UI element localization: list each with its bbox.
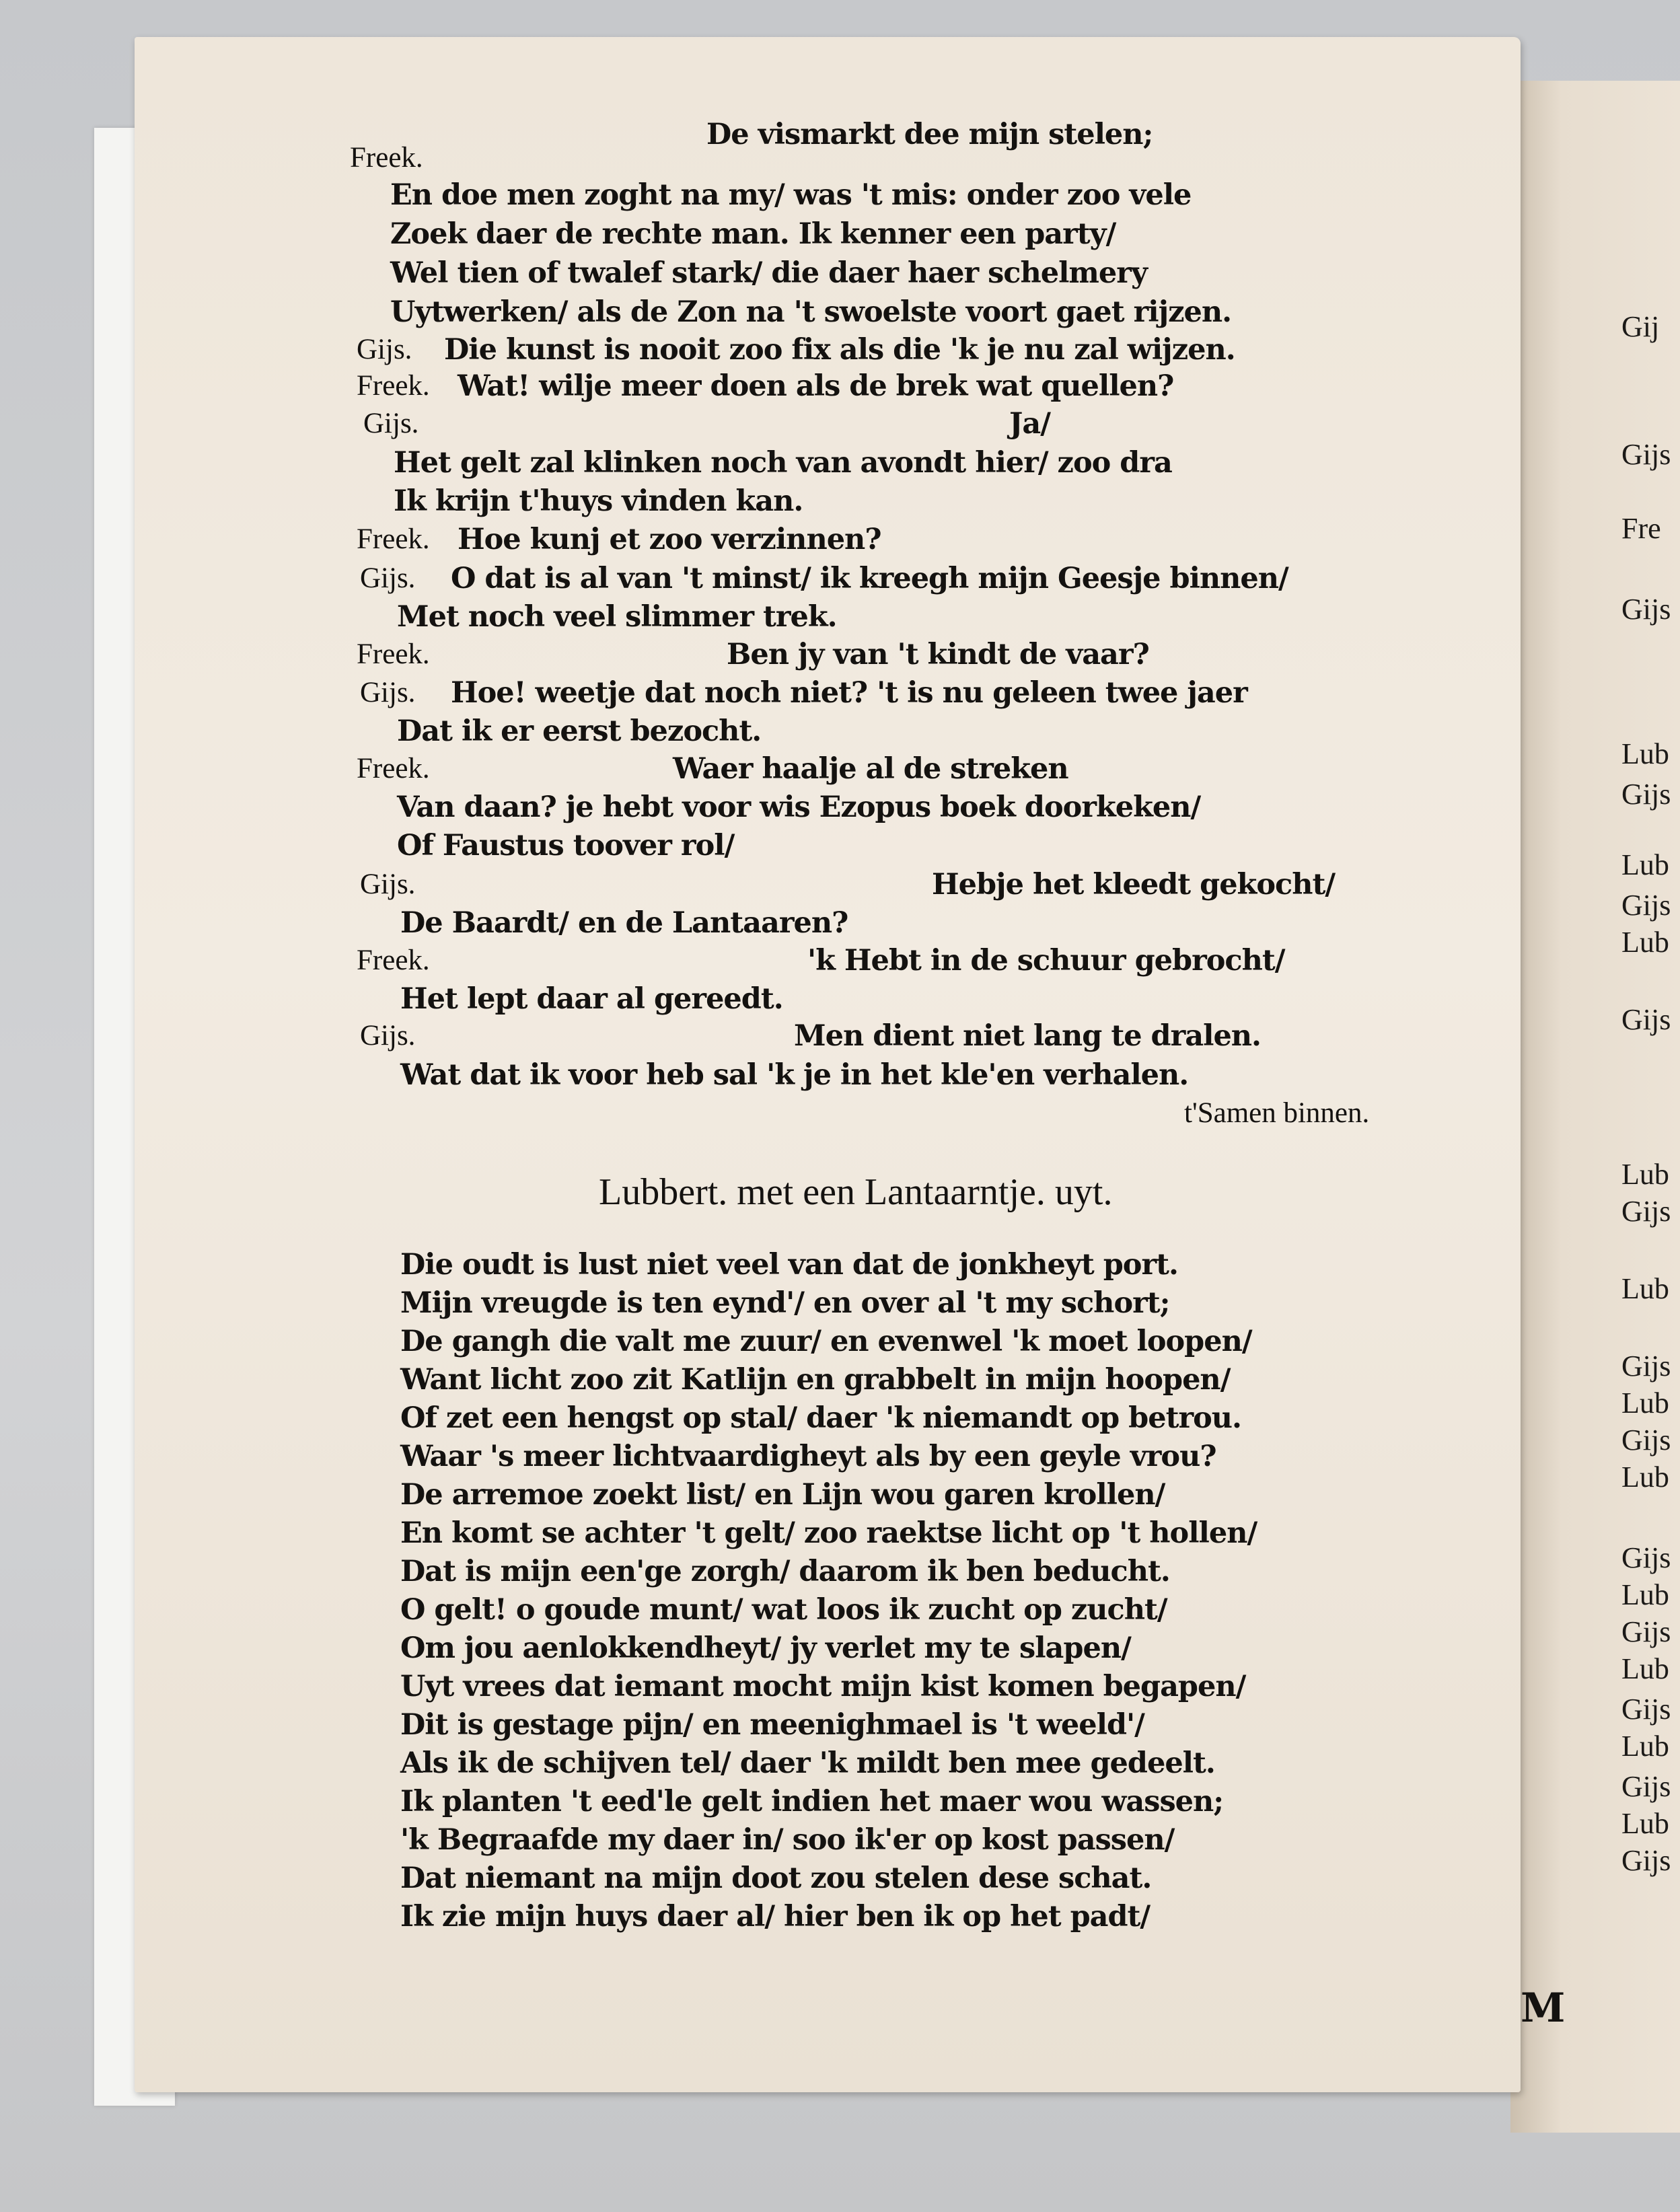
monologue-line: De gangh die valt me zuur/ en evenwel 'k moet loopen/	[400, 1325, 1252, 1358]
adjacent-speaker: Lub	[1621, 1387, 1669, 1420]
verse-text: Wat! wilje meer doen als de brek wat quellen?	[458, 369, 1174, 403]
verse-text: Het gelt zal klinken noch van avondt hier/ zoo dra	[394, 446, 1172, 480]
monologue-line: Of zet een hengst op stal/ daer 'k niemandt op betrou.	[400, 1401, 1242, 1435]
adjacent-page	[1510, 81, 1680, 2133]
monologue-line: De arremoe zoekt list/ en Lijn wou garen krollen/	[400, 1478, 1165, 1512]
verse-text: Dat ik er eerst bezocht.	[397, 714, 762, 748]
adjacent-speaker: Fre	[1621, 512, 1661, 545]
adjacent-speaker: Gijs	[1621, 1615, 1671, 1648]
verse-text: Of Faustus toover rol/	[397, 829, 735, 862]
monologue-line: Als ik de schijven tel/ daer 'k mildt ben mee gedeelt.	[400, 1746, 1215, 1780]
speaker-name: Gijs.	[360, 869, 416, 900]
monologue-line: En komt se achter 't gelt/ zoo raektse licht op 't hollen/	[400, 1516, 1257, 1550]
verse-text: Hebje het kleedt gekocht/	[932, 868, 1336, 901]
verse-text: 'k Hebt in de schuur gebrocht/	[807, 944, 1285, 978]
monologue-line: Ik zie mijn huys daer al/ hier ben ik op het padt/	[400, 1900, 1151, 1933]
verse-text: Ik krijn t'huys vinden kan.	[394, 484, 803, 518]
adjacent-speaker: Lub	[1621, 848, 1669, 881]
speaker-name: Freek.	[357, 753, 430, 784]
monologue-line: Om jou aenlokkendheyt/ jy verlet my te slapen/	[400, 1631, 1131, 1665]
adjacent-speaker: Gijs	[1621, 778, 1671, 811]
adjacent-speaker: Lub	[1621, 1272, 1669, 1305]
verse-text: Wel tien of twalef stark/ die daer haer schelmery	[390, 256, 1147, 290]
adjacent-speaker: Gijs	[1621, 1195, 1671, 1228]
monologue-line: Want licht zoo zit Katlijn en grabbelt in mijn hoopen/	[400, 1363, 1231, 1397]
monologue-line: Die oudt is lust niet veel van dat de jonkheyt port.	[400, 1248, 1178, 1282]
adjacent-speaker: Lub	[1621, 1807, 1669, 1840]
speaker-name: Gijs.	[363, 408, 419, 439]
monologue-line: Waar 's meer lichtvaardigheyt als by een geyle vrou?	[400, 1440, 1216, 1473]
verse-text: Van daan? je hebt voor wis Ezopus boek doorkeken/	[397, 790, 1201, 824]
adjacent-speaker: Lub	[1621, 1578, 1669, 1611]
adjacent-speaker: Gij	[1621, 310, 1660, 343]
adjacent-speaker: Gijs	[1621, 1350, 1671, 1382]
adjacent-speaker: Lub	[1621, 737, 1669, 770]
verse-text: Het lept daar al gereedt.	[400, 982, 783, 1016]
verse-text: Wat dat ik voor heb sal 'k je in het kle'en verhalen.	[400, 1058, 1189, 1092]
verse-text: Men dient niet lang te dralen.	[794, 1019, 1262, 1053]
monologue-line: Dat is mijn een'ge zorgh/ daarom ik ben beducht.	[400, 1555, 1170, 1588]
monologue-line: Dat niemant na mijn doot zou stelen dese schat.	[400, 1861, 1152, 1895]
book-page	[135, 37, 1566, 2092]
verse-text: Zoek daer de rechte man. Ik kenner een party/	[390, 217, 1116, 251]
speaker-name: Freek.	[357, 945, 430, 976]
speaker-name: Freek.	[357, 370, 430, 402]
monologue-line: Uyt vrees dat iemant mocht mijn kist komen begapen/	[400, 1670, 1246, 1703]
verse-text: Met noch veel slimmer trek.	[397, 600, 837, 634]
verse-text: Uytwerken/ als de Zon na 't swoelste voort gaet rijzen.	[390, 295, 1232, 329]
monologue-line: 'k Begraafde my daer in/ soo ik'er op kost passen/	[400, 1823, 1175, 1857]
speaker-name: Freek.	[357, 638, 430, 670]
adjacent-speaker: Gijs	[1621, 1424, 1671, 1457]
adjacent-speaker: Gijs	[1621, 1003, 1671, 1036]
stage-direction: t'Samen binnen.	[1184, 1097, 1370, 1129]
monologue-line: Ik planten 't eed'le gelt indien het maer wou wassen;	[400, 1785, 1224, 1818]
verse-text: O dat is al van 't minst/ ik kreegh mijn Geesje binnen/	[451, 562, 1288, 595]
verse-text: Hoe kunj et zoo verzinnen?	[458, 523, 881, 556]
adjacent-speaker: Gijs	[1621, 593, 1671, 626]
catchword: M	[1521, 1985, 1566, 2032]
monologue-line: Dit is gestage pijn/ en meenighmael is 't weeld'/	[400, 1708, 1144, 1742]
adjacent-speaker: Gijs	[1621, 1541, 1671, 1574]
speaker-name: Gijs.	[360, 1020, 416, 1052]
adjacent-speaker: Lub	[1621, 1730, 1669, 1763]
speaker-name: Freek.	[357, 523, 430, 555]
adjacent-speaker: Gijs	[1621, 889, 1671, 922]
speaker-name: Gijs.	[360, 677, 416, 708]
adjacent-speaker: Gijs	[1621, 1693, 1671, 1726]
monologue-line: Mijn vreugde is ten eynd'/ en over al 't my schort;	[400, 1286, 1170, 1320]
speaker-name: Gijs.	[360, 562, 416, 594]
monologue-line: O gelt! o goude munt/ wat loos ik zucht op zucht/	[400, 1593, 1167, 1627]
adjacent-speaker: Gijs	[1621, 1770, 1671, 1803]
verse-text: De vismarkt dee mijn stelen;	[706, 118, 1153, 151]
adjacent-speaker: Lub	[1621, 1158, 1669, 1191]
verse-text: Ja/	[1009, 407, 1050, 441]
adjacent-speaker: Lub	[1621, 1461, 1669, 1494]
speaker-name: Gijs.	[357, 334, 412, 365]
verse-text: Hoe! weetje dat noch niet? 't is nu geleen twee jaer	[451, 676, 1247, 710]
speaker-name: Freek.	[350, 142, 423, 174]
verse-text: Ben jy van 't kindt de vaar?	[727, 638, 1149, 671]
adjacent-speaker: Lub	[1621, 926, 1669, 959]
adjacent-speaker: Gijs	[1621, 438, 1671, 471]
verse-text: En doe men zoght na my/ was 't mis: onder zoo vele	[390, 178, 1192, 212]
verse-text: Waer haalje al de streken	[673, 752, 1068, 786]
adjacent-speaker: Gijs	[1621, 1844, 1671, 1877]
adjacent-speaker: Lub	[1621, 1652, 1669, 1685]
scene-heading: Lubbert. met een Lantaarntje. uyt.	[599, 1171, 1113, 1213]
verse-text: Die kunst is nooit zoo fix als die 'k je nu zal wijzen.	[444, 333, 1235, 367]
verse-text: De Baardt/ en de Lantaaren?	[400, 906, 848, 940]
